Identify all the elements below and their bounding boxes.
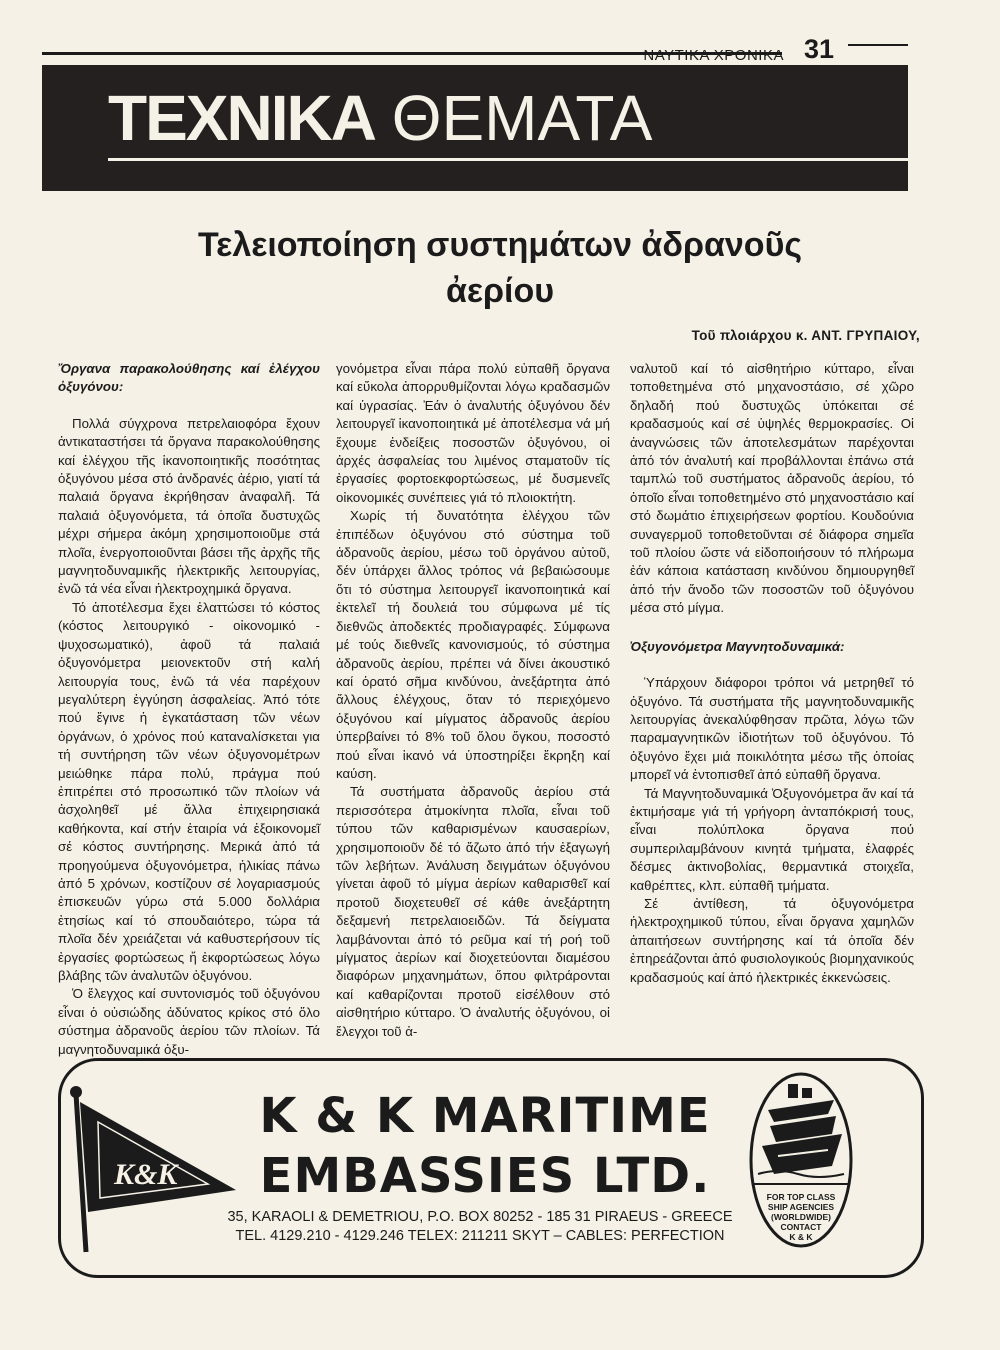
paragraph: Χωρίς τή δυνατότητα ἐλέγχου τῶν ἐπιπέδων ὀξυγόνου στό σύστημα τοῦ ἀδρανοῦς ἀερίου, μέσω τοῦ ὀργάνου αὐτοῦ, δέν ὑπάρχει ἄλλος τρόπος νά βεβαιώσουμε ὅτι τό σύστημα λειτουργεῖ ἱκανοποιητικά καί ἐκτελεῖ τή δουλειά του σύμφωνα μέ τίς διεθνῶς ἀποδεκτές προδιαγραφές. Σύμφωνα μέ τούς διεθνεῖς κανονισμούς, τό σύστημα ἀδρανοῦς ἀερίου, πρέπει νά δίνει ἀκουστικό καί ὁρατό σῆμα κινδύνου, ἀνεξάρτητα ἀπό ἄλλους ἐλέγχους, ὅταν τό περιεχόμενο ὀξυγόνου καί μίγματος ἀδρανοῦς ἀερίου ὑπερβαίνει τό 8% τοῦ ὅλου ὄγκου, ποσοστό πού εἶναι ἱκανό νά ὑποστηρίξει ἔκρηξη καί καύση.: [336, 508, 610, 781]
article-column-3: [630, 360, 914, 987]
banner-underline: [108, 158, 908, 161]
badge-line: K & K: [789, 1232, 813, 1242]
paragraph: γονόμετρα εἶναι πάρα πολύ εὐπαθῆ ὄργανα καί εὔκολα ἀπορρυθμίζονται λόγω κραδασμῶν καί ὑγρασίας. Ἐάν ὁ ἀναλυτής ὀξυγόνου δέν λειτουργεῖ ἱκανοποιητικά μέ ἀποτέλεσμα νά μή ἔχουμε ἐνδείξεις ποσοστῶν ὀξυγόνου, οἱ ἀρχές ἀσφαλείας του λιμένος σταματοῦν τίς ἐργασίες φορτοεκφορτώσεως, μέ δυσμενεῖς οἰκονομικές συνέπειες γιά τό πλοιοκτήτη.: [336, 361, 610, 505]
running-title: ΝΑΥΤΙΚΑ ΧΡΟΝΙΚΑ: [643, 47, 784, 64]
badge-line: SHIP AGENCIES: [767, 1202, 835, 1212]
subheading: Ὀξυγονόμετρα Μαγνητοδυναμικά:: [630, 638, 845, 654]
paragraph: ναλυτοῦ καί τό αἰσθητήριο κύτταρο, εἶναι τοποθετημένα στό μηχανοστάσιο, σέ χῶρο δηλαδή πού δυστυχῶς ὑπόκειται σέ κραδασμούς καί σέ ὑψηλές θερμοκρασίες. Οἱ ἀναγνώσεις τῶν ἀποτελεσμάτων παρέχονται ἀπό τόν ἀναλυτή καί προβάλλονται ἐπάνω στά ταμπλώ τοῦ συστήματος ἀδρανοῦς ἀερίου, τό ὁποῖο εἶναι τοποθετημένο στό μηχανοστάσιο καί στό δωμάτιο ἐπιχειρήσεων φορτίου. Κουδούνια συναγερμοῦ τοποθετοῦνται σέ διάφορα σημεῖα τοῦ πλοίου ὥστε νά εἰδοποιήσουν τό πλήρωμα ἐάν κάποια κατάσταση κινδύνου δημιουργηθεῖ ἀπό τήν ἄνοδο τῶν ποσοστῶν τοῦ ὀξυγόνου μέσα στό μίγμα.: [630, 361, 914, 616]
header-rule-right: [848, 44, 908, 46]
badge-line: (WORLDWIDE): [771, 1212, 831, 1222]
section-title-light: ΘΕΜΑΤΑ: [391, 82, 653, 154]
ad-title-line1: K & K MARITIME: [259, 1088, 711, 1144]
badge-caption: [755, 1192, 847, 1242]
ad-contact-block: [200, 1208, 760, 1246]
subheading: Ὄργανα παρακολούθησης καί ἐλέγχου ὀξυγόνου:: [58, 361, 320, 395]
badge-line: CONTACT: [780, 1222, 822, 1232]
article-title: [60, 222, 940, 314]
badge-line: FOR TOP CLASS: [766, 1192, 836, 1202]
flag-monogram: K&K: [114, 1158, 178, 1191]
ad-address: 35, KARAOLI & DEMETRIOU, P.O. BOX 80252 - 185 31 PIRAEUS - GREECE: [227, 1209, 733, 1225]
paragraph: Πολλά σύγχρονα πετρελαιοφόρα ἔχουν ἀντικαταστήσει τά ὄργανα παρακολούθησης καί ἐλέγχου τῆς ἱκανοποιητικῆς ποσότητας ὀξυγόνου μέσα στό ἀνδρανές ἀέριο, γιατί τά παλαιά ὄργανα ἐκρήθησαν ἀναφαλῆ. Τά παλαιά ὀξυγονόμετα, τά ὁποῖα δυστυχῶς μέχρι σήμερα ἀκόμη χρησιμοποιοῦμε στά πλοῖα, ἐνεργοποιοῦνται βάσει τῆς ἀρχῆς τῆς μαγνητοδυναμικῆς ἡλεκτρικῆς λειτουργίας, ἐνῶ τά νέα εἶναι ἡλεκτροχημικά ὄργανα.: [58, 415, 320, 597]
flag-pennant: [80, 1102, 236, 1212]
ad-company-name: [250, 1086, 720, 1206]
page-number: 31: [804, 34, 835, 64]
article-column-2: [336, 360, 610, 1041]
section-title-bold: ΤΕΧΝΙΚΑ: [108, 82, 375, 154]
paragraph: Τό ἀποτέλεσμα ἔχει ἐλαττώσει τό κόστος (κόστος λειτουργικό - οἰκονομικό - ψυχοσωματικό), ἀφοῦ τά παλαιά ὀξυγονόμετρα μειονεκτοῦν στή καλή λειτουργία τους, ἐνῶ τά νέα παρέχουν μεγαλύτερη ἐγγύηση ἀσφαλείας. Ἀπό τότε πού ἔγινε ἡ ἐγκατάσταση τῶν νέων ὀργάνων, ὁ χρόνος πού καταναλίσκεται για τή συντήρηση τῶν νέων ὀξυγονομέτρων μειώθηκε πάρα πολύ, πράγμα πού ἐπιτρέπει στό προσωπικό τῶν πλοίων νά ἀσχοληθεῖ μέ ἄλλα ἐπιχειρησιακά καθήκοντα, καί στήν ἑταιρία νά ἐξοικονομεῖ σέ κόστος συντήρησης. Μερικά ἀπό τά προηγούμενα ὀξυγονόμετρα, ἡλικίας πάνω ἀπό 5 χρόνων, κοστίζουν σέ λογαριασμούς ἐπισκευῶν γύρω στά 5.000 δολλάρια ἐτησίως καί τό σπουδαιότερο, τώρα τά πλοῖα δέν χρειάζεται νά καθυστερήσουν τίς ἐργασίες φορτώσεως ἤ ἐκφορτώσεως λόγω βλάβης τῶν ἀναλυτῶν ὀξυγόνου.: [58, 599, 320, 983]
ad-contact: TEL. 4129.210 - 4129.246 TELEX: 211211 SKYT – CABLES: PERFECTION: [235, 1228, 725, 1244]
paragraph: Τά συστήματα ἀδρανοῦς ἀερίου στά περισσότερα ἀτμοκίνητα πλοῖα, εἶναι τοῦ τύπου τῶν καθαρισμένων καυσαερίων, χρησιμοποιοῦν δέ τό ἄζωτο ἀπό τήν ἐξαγωγή τῶν λεβήτων. Ἀνάλυση δειγμάτων ὀξυγόνου γίνεται ἀφοῦ τό μίγμα ἀερίων καθαρισθεῖ καί προτοῦ διοχετευθεῖ σέ κάθε ἀνεξάρτητη δεξαμενή πετρελαιοειδῶν. Τά δείγματα λαμβάνονται ἀπό τό ρεῦμα καί τή ροή τοῦ μίγματος ἀερίων καί διοχετεύονται διαμέσου διαφόρων μηχανημάτων, ὅπου φιλτράρονται καί καθαρίζονται προτοῦ εἰσέλθουν στό αἰσθητήριο κύτταρο. Ὁ ἀναλυτής ὀξυγόνου, οἱ ἔλεγχοι τοῦ ἀ-: [336, 784, 610, 1039]
section-title: [108, 83, 652, 153]
paragraph: Τά Μαγνητοδυναμικά Ὀξυγονόμετρα ἄν καί τά ἐκτιμήσαμε γιά τή γρήγορη ἀνταπόκρισή τους, εἶναι πολύπλοκα ὄργανα πού συμπεριλαμβάνουν κινητά τμήματα, ἐλαφρές δέσμες ἀκτινοβολίας, θερμαντικά στοιχεῖα, καθρέπτες, κλπ. εὐπαθῆ τμήματα.: [630, 785, 914, 893]
byline: Τοῦ πλοιάρχου κ. ΑΝΤ. ΓΡΥΠΑΙΟΥ,: [691, 328, 920, 343]
paragraph: Ὁ ἔλεγχος καί συντονισμός τοῦ ὀξυγόνου εἶναι ὁ οὐσιώδης ἀδύνατος κρίκος στό ὅλο σύστημα ἀδρανοῦς ἀερίου τῶν πλοίων. Τά μαγνητοδυναμικά ὀξυ-: [58, 986, 320, 1057]
article-title-line2: ἀερίου: [445, 272, 555, 310]
paragraph: Ὑπάρχουν διάφοροι τρόποι νά μετρηθεῖ τό ὀξυγόνο. Τά συστήματα τῆς μαγνητοδυναμικῆς λειτουργίας ἀνεκαλύφθησαν πρῶτα, λόγω τῶν παραμαγνητικῶν ἰδιοτήτων τοῦ ὀξυγόνου. Τό ὀξυγόνο ἔχει μιά ποικιλότητα μέσω τῆς ὁποίας μπορεῖ νά ἐντοπισθεῖ ἀπό εὐπαθῆ ὄργανα.: [630, 675, 914, 783]
flag-pole-finial: [70, 1086, 82, 1098]
paragraph: Σέ ἀντίθεση, τά ὀξυγονόμετρα ἡλεκτροχημικοῦ τύπου, εἶναι ὄργανα χαμηλῶν ἀπαιτήσεων συντήρησης καί τά ὁποῖα δέν ἐπηρεάζονται ἀπό φυσιολογικούς βιομηχανικούς κραδασμούς καί ἀπό ἡλεκτρικές ἐκκενώσεις.: [630, 895, 914, 985]
article-column-1: [58, 360, 320, 1059]
article-title-line1: Τελειοποίηση συστημάτων ἀδρανοῦς: [197, 226, 803, 264]
ad-title-line2: EMBASSIES LTD.: [259, 1148, 711, 1204]
